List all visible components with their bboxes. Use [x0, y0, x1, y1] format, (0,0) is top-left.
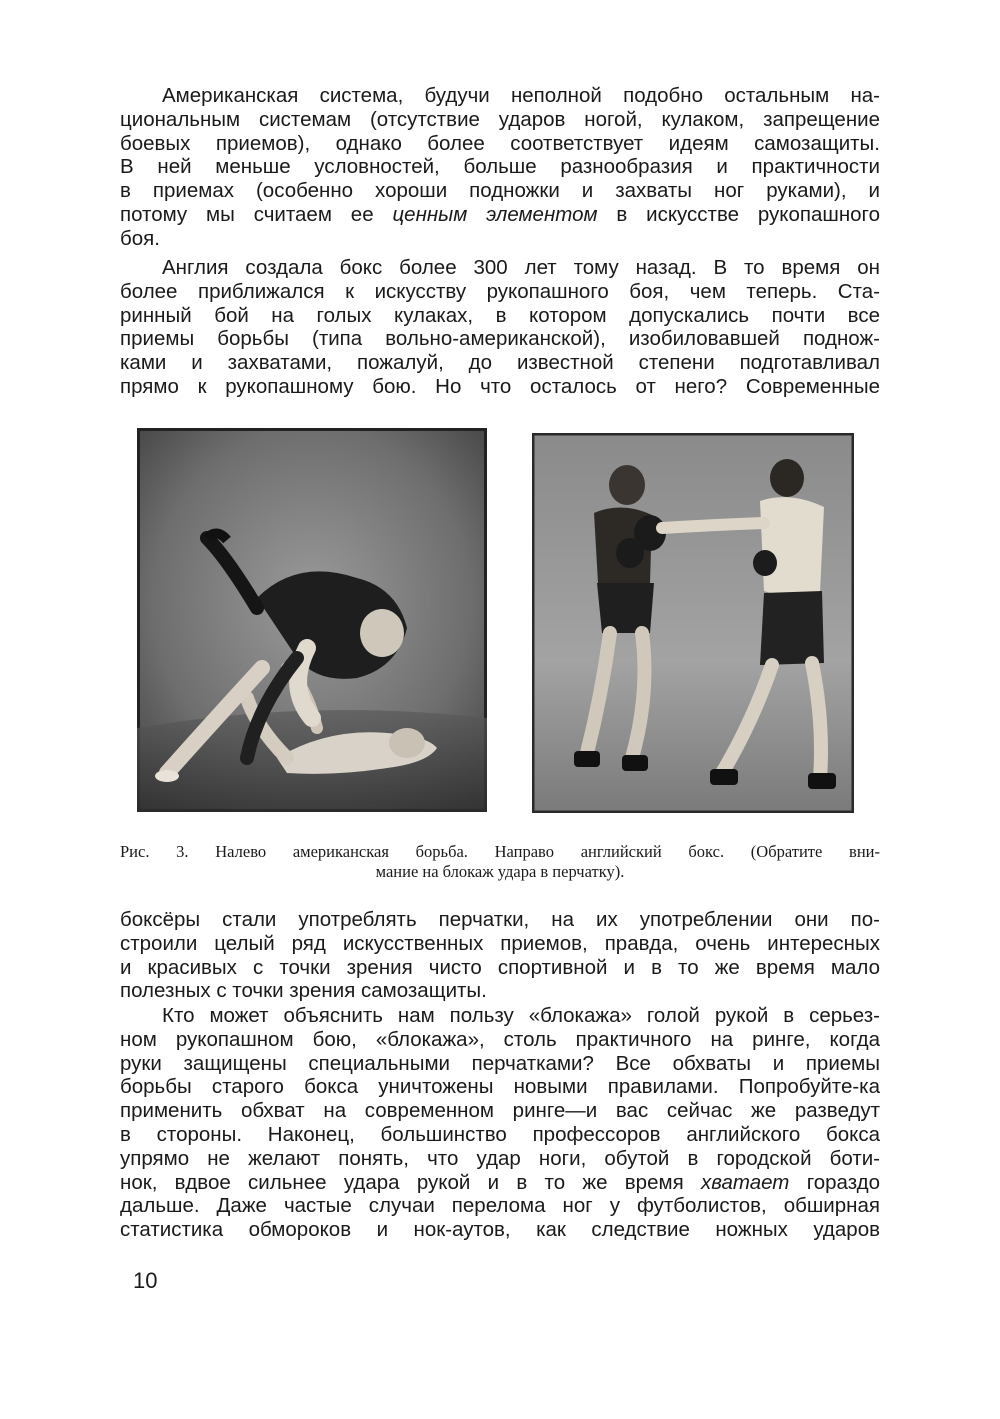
- text-line: боя.: [120, 226, 160, 250]
- text-line: в стороны. Наконец, большинство профессоров английского бокса: [120, 1122, 880, 1146]
- text-line: ками и захватами, пожалуй, до известной степени подготавливал: [120, 351, 880, 375]
- text-line: упрямо не желают понять, что удар ноги, обутой в городской боти-: [120, 1146, 880, 1170]
- text-line: Кто может объяснить нам пользу «блокажа» голой рукой в серьез-: [162, 1004, 880, 1027]
- text-fragment: в искусстве рукопашного: [616, 202, 880, 226]
- text-line: статистика обмороков и нок-аутов, как следствие ножных ударов: [120, 1218, 880, 1242]
- text-line: дальше. Даже частые случаи перелома ног у футболистов, обширная: [120, 1194, 880, 1218]
- wrestling-photo-image: [137, 428, 487, 812]
- text-line: руки защищены специальными перчатками? Все обхваты и приемы: [120, 1051, 880, 1075]
- boxing-photo: [532, 433, 854, 813]
- caption-line: мание на блокаж удара в перчатку).: [375, 862, 625, 881]
- paragraph-england-boxing: [120, 256, 880, 399]
- caption-line: Рис. 3. Налево американская борьба. Направо английский бокс. (Обратите вни-: [120, 842, 880, 861]
- emphasis-text: хватает: [700, 1170, 790, 1194]
- boxing-photo-image: [532, 433, 854, 813]
- paragraph-american-system: [120, 84, 880, 251]
- text-line: строили целый ряд искусственных приемов, правда, очень интересных: [120, 931, 880, 955]
- text-line: приемы борьбы (типа вольно-американской), изобиловавшей поднож-: [120, 327, 880, 351]
- text-line: боевых приемов), однако более соответствует идеям самозащиты.: [120, 131, 880, 155]
- text-fragment: потому мы считаем ее: [120, 202, 374, 226]
- text-fragment: нок, вдвое сильнее удара рукой и в то же время: [120, 1170, 684, 1194]
- text-line: боксёры стали употреблять перчатки, на их употреблении они по-: [120, 908, 880, 931]
- text-line: ном рукопашном бою, «блокажа», столь практичного на ринге, когда: [120, 1027, 880, 1051]
- text-line: циональным системам (отсутствие ударов ногой, кулаком, запрещение: [120, 107, 880, 131]
- text-line: ринный бой на голых кулаках, в котором допускались почти все: [120, 303, 880, 327]
- paragraph-gloves: [120, 908, 880, 1003]
- figure-caption: [120, 842, 880, 882]
- text-line: более приближался к искусству рукопашного боя, чем теперь. Ста-: [120, 279, 880, 303]
- text-line-with-emphasis: [120, 1171, 880, 1195]
- text-fragment: гораздо: [806, 1170, 880, 1194]
- text-line: и красивых с точки зрения чисто спортивной и в то же время мало: [120, 955, 880, 979]
- emphasis-text: ценным элементом: [392, 202, 598, 226]
- text-line: в приемах (особенно хороши подножки и захваты ног руками), и: [120, 179, 880, 203]
- paragraph-blocking: [120, 1004, 880, 1242]
- text-line: применить обхват на современном ринге—и вас сейчас же разведут: [120, 1099, 880, 1123]
- text-line: В ней меньше условностей, больше разнообразия и практичности: [120, 155, 880, 179]
- text-line-with-emphasis: [120, 203, 880, 227]
- text-line: прямо к рукопашному бою. Но что осталось от него? Современные: [120, 374, 880, 398]
- page-number: 10: [133, 1268, 158, 1293]
- wrestling-photo: [137, 428, 487, 812]
- text-line: полезных с точки зрения самозащиты.: [120, 979, 487, 1003]
- text-line: Американская система, будучи неполной подобно остальным на-: [162, 84, 880, 107]
- text-line: Англия создала бокс более 300 лет тому назад. В то время он: [162, 256, 880, 279]
- text-line: борьбы старого бокса уничтожены новыми правилами. Попробуйте-ка: [120, 1075, 880, 1099]
